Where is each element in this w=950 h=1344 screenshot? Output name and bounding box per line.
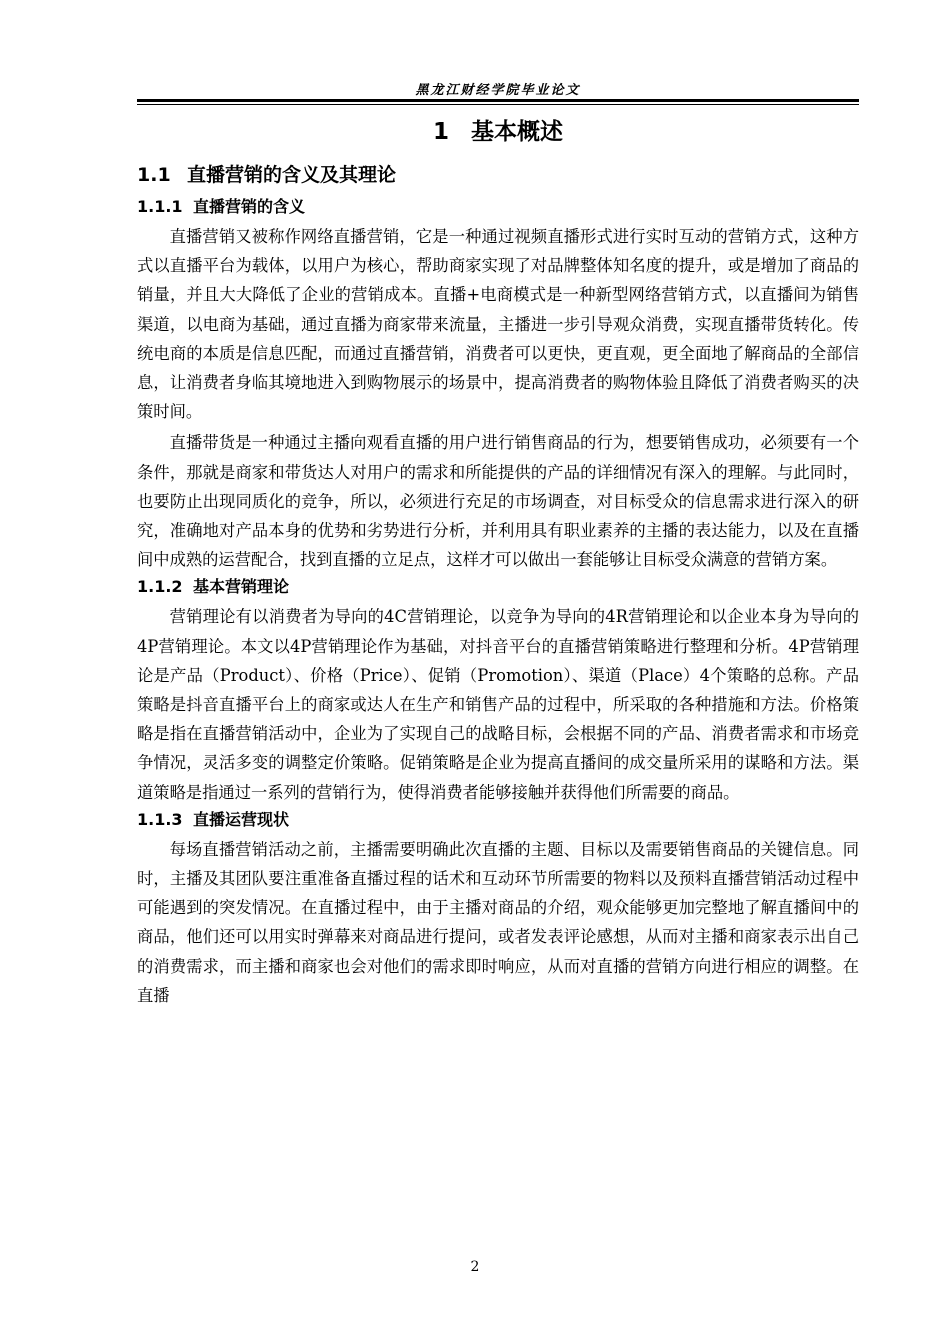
- chapter-title-text: 基本概述: [471, 119, 563, 145]
- paragraph: 直播带货是一种通过主播向观看直播的用户进行销售商品的行为，想要销售成功，必须要有一个条件，那就是商家和带货达人对用户的需求和所能提供的产品的详细情况有深入的理解。与此同时，也要防止出现同质化的竞争，所以，必须进行充足的市场调查，对目标受众的信息需求进行深入的研究，准确地对产品本身的优势和劣势进行分析，并利用具有职业素养的主播的表达能力，以及在直播间中成熟的运营配合，找到直播的立足点，这样才可以做出一套能够让目标受众满意的营销方案。: [137, 433, 859, 570]
- subsection-heading-1: [137, 196, 859, 218]
- section-number: 1.1: [137, 164, 171, 186]
- chapter-number: 1: [432, 119, 449, 145]
- header-rule-thick: [137, 99, 859, 102]
- running-header: 黑龙江财经学院毕业论文: [415, 83, 581, 98]
- subsection-heading-3: [137, 809, 859, 831]
- page-number: 2: [470, 1259, 480, 1275]
- subsection-title: 直播运营现状: [193, 809, 290, 829]
- subsection-title: 基本营销理论: [193, 577, 290, 597]
- chapter-title: [137, 118, 859, 146]
- subsection-number: 1.1.1: [137, 197, 183, 216]
- section-title: 直播营销的含义及其理论: [187, 164, 397, 186]
- header-rule-thin: [137, 104, 859, 105]
- subsection-number: 1.1.3: [137, 809, 183, 829]
- subsection-heading-2: [137, 576, 859, 598]
- subsection-title: 直播营销的含义: [193, 197, 306, 216]
- subsection-number: 1.1.2: [137, 577, 183, 597]
- paragraph: 营销理论有以消费者为导向的4C营销理论，以竞争为导向的4R营销理论和以企业本身为导向的4P营销理论。本文以4P营销理论作为基础，对抖音平台的直播营销策略进行整理和分析。4P营销理论是产品（Product）、价格（Price）、促销（Promotion）、渠道（Place）4个策略的总称。产品策略是抖音直播平台上的商家或达人在生产和销售产品的过程中，所采取的各种措施和方法。价格策略是指在直播营销活动中，企业为了实现自己的战略目标，会根据不同的产品、消费者需求和市场竞争情况，灵活多变的调整定价策略。促销策略是企业为提高直播间的成交量所采用的谋略和方法。渠道策略是指通过一系列的营销行为，使得消费者能够接触并获得他们所需要的商品。: [137, 607, 859, 802]
- section-heading: [137, 162, 859, 188]
- paragraph: 每场直播营销活动之前，主播需要明确此次直播的主题、目标以及需要销售商品的关键信息。同时，主播及其团队要注重准备直播过程的话术和互动环节所需要的物料以及预料直播营销活动过程中可能遇到的突发情况。在直播过程中，由于主播对商品的介绍，观众能够更加完整地了解直播间中的商品，他们还可以用实时弹幕来对商品进行提问，或者发表评论感想，从而对主播和商家表示出自己的消费需求，而主播和商家也会对他们的需求即时响应，从而对直播的营销方向进行相应的调整。在直播: [137, 839, 859, 1005]
- page-content: [137, 112, 859, 1012]
- paragraph: 直播营销又被称作网络直播营销，它是一种通过视频直播形式进行实时互动的营销方式，这种方式以直播平台为载体，以用户为核心，帮助商家实现了对品牌整体知名度的提升，或是增加了商品的销量，并且大大降低了企业的营销成本。直播+电商模式是一种新型网络营销方式，以直播间为销售渠道，以电商为基础，通过直播为商家带来流量，主播进一步引导观众消费，实现直播带货转化。传统电商的本质是信息匹配，而通过直播营销，消费者可以更快，更直观，更全面地了解商品的全部信息，让消费者身临其境地进入到购物展示的场景中，提高消费者的购物体验且降低了消费者购买的决策时间。: [137, 227, 859, 422]
